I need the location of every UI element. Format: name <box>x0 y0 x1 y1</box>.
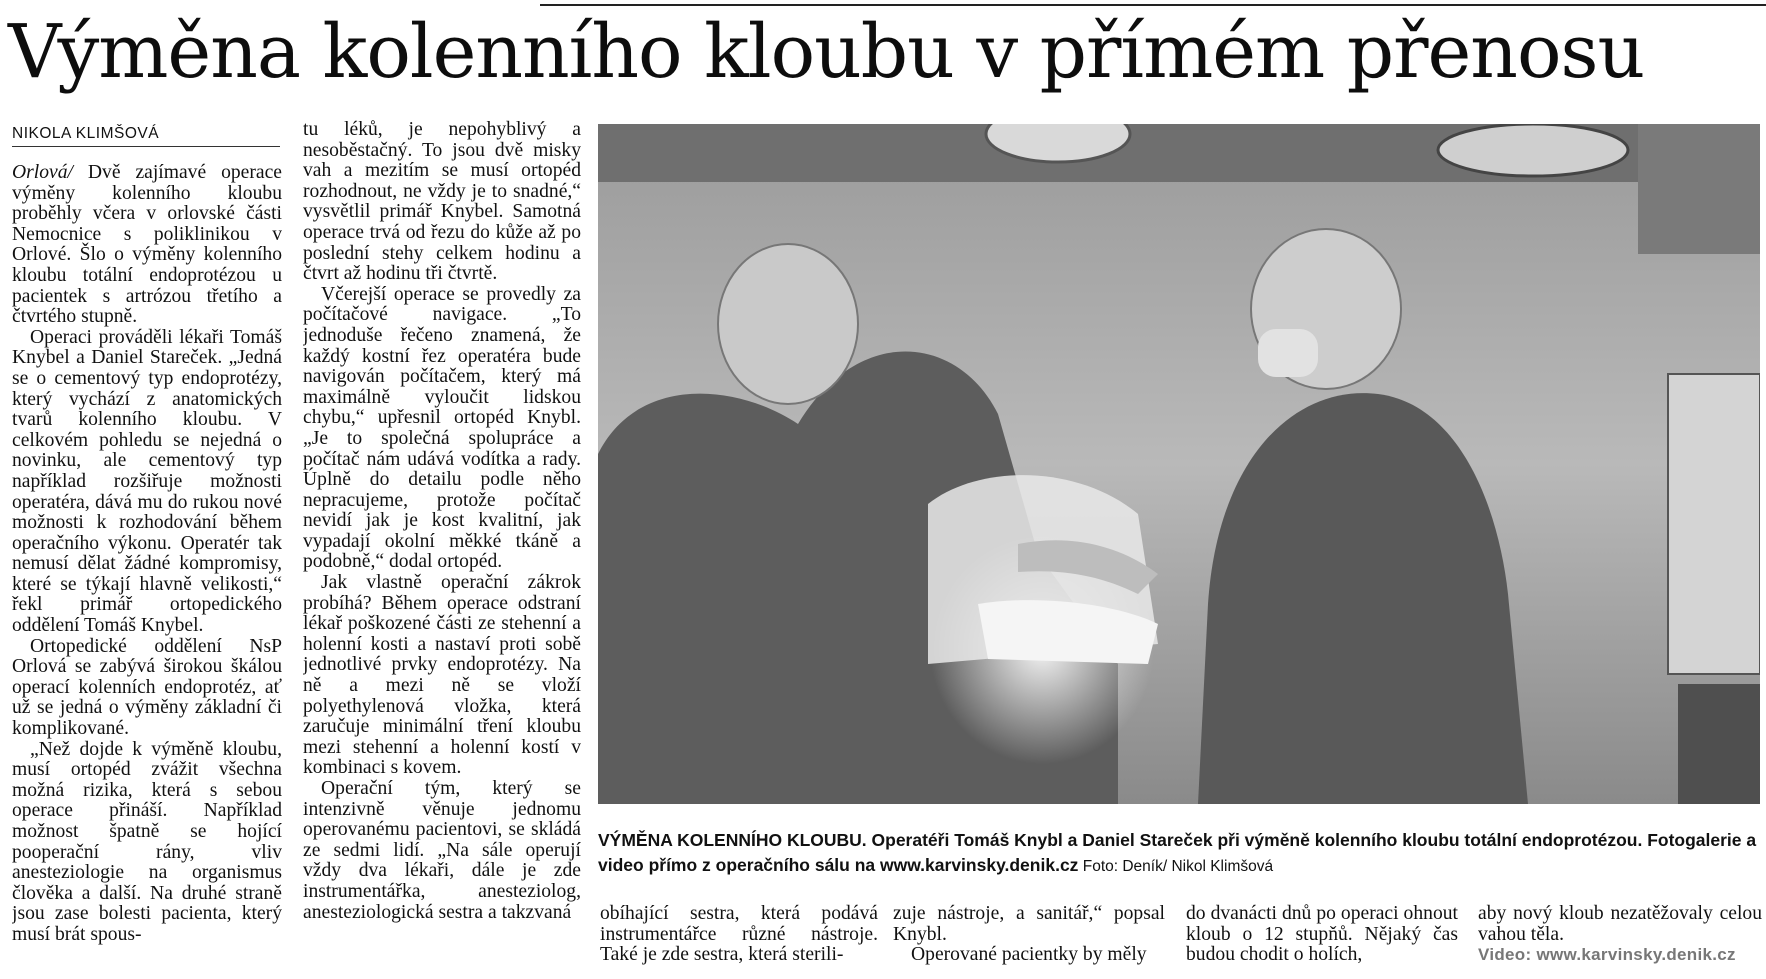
photo-illustration <box>598 124 1760 804</box>
article-column-1 <box>12 163 282 975</box>
article-paragraph: zuje nástroje, a sanitář,“ popsal Knybl. <box>893 904 1165 945</box>
article-paragraph: do dvanácti dnů po operaci ohnout kloub o 12 stupňů. Nějaký čas budou chodit o holích, <box>1186 904 1458 966</box>
photo-credit: Foto: Deník/ Nikol Klimšová <box>1078 858 1274 875</box>
article-column-6 <box>1478 904 1762 976</box>
article-paragraph: Operaci prováděli lékaři Tomáš Knybel a Daniel Stareček. „Jedná se o cementový typ endoprotézy, který vychází z anatomických tvarů kolenního kloubu. V celkovém pohledu se nejedná o novinku, ale cementový typ například rozšiřuje možnosti operatéra, dává mu do rukou nové možnosti k rozhodování během operačního výkonu. Operatér tak nemusí dělat žádné kompromisy, které se týkají hlavně velikosti,“ řekl primář ortopedického oddělení Tomáš Knybel. <box>12 326 282 637</box>
article-paragraph: Orlová/ Dvě zajímavé operace výměny kolenního kloubu proběhly včera v orlovské části Nemocnice s poliklinikou v Orlové. Šlo o výměny kolenního kloubu totální endoprotézou u pacientek s artrózou třetího a čtvrtého stupně. <box>12 163 282 328</box>
video-credit: Video: www.karvinsky.denik.cz <box>1478 945 1736 965</box>
byline: NIKOLA KLIMŠOVÁ <box>12 124 280 147</box>
headline: Výměna kolenního kloubu v přímém přenosu <box>8 9 1645 95</box>
article-paragraph: Ortopedické oddělení NsP Orlová se zabývá širokou škálou operací kolenních endoprotéz, ať už se jedná o výměny základní či komplikované. <box>12 635 282 740</box>
article-column-2 <box>303 120 581 975</box>
dateline: Orlová/ <box>12 163 73 183</box>
article-column-5 <box>1186 904 1458 976</box>
article-paragraph: „Než dojde k výměně kloubu, musí ortopéd zvážit všechna možná rizika, která s sebou operace přináší. Například možnost špatně se hojící pooperační rány, vliv anesteziologie na organismus člověka a další. Na druhé straně jsou zase bolesti pacienta, který musí brát spous- <box>12 738 282 945</box>
article-paragraph: Operované pacientky by měly <box>911 944 1147 966</box>
article-paragraph: Včerejší operace se provedly za počítačové navigace. „To jednoduše řečeno znamená, že každý kostní řez operatéra bude navigován počítačem, který má maximálně vyloučit lidskou chybu,“ upřesnil ortopéd Knybl. „Je to společná spolupráce a počítač nám udává vodítka a rady. Úplně do detailu podle něho nepracujeme, protože počítač nevidí jak je kost kvalitní, jak vypadají okolní měkké tkáně a podobně,“ dodal ortopéd. <box>303 283 581 573</box>
article-column-4 <box>893 904 1165 976</box>
top-rule <box>540 4 1766 6</box>
article-paragraph: tu léků, je nepohyblivý a nesoběstačný. To jsou dvě misky vah a mezitím se musí ortopéd rozhodnout, ne vždy je to snadné,“ vysvětlil primář Knybel. Samotná operace trvá od řezu do kůže až po poslední stehy celkem hodinu a čtvrt až hodinu tři čtvrtě. <box>303 120 581 285</box>
article-paragraph: aby nový kloub nezatěžovaly celou vahou těla. <box>1478 904 1762 945</box>
operating-room-photo <box>598 124 1760 804</box>
article-column-3 <box>600 904 878 976</box>
photo-caption <box>598 828 1760 879</box>
article-paragraph: obíhající sestra, která podává instrumentářce různé nástroje. Také je zde sestra, která sterili- <box>600 904 878 966</box>
caption-text: VÝMĚNA KOLENNÍHO KLOUBU. Operatéři Tomáš Knybl a Daniel Stareček při výměně kolenního kloubu totální endoprotézou. Fotogalerie a video přímo z operačního sálu na www.karvinsky.denik.cz <box>598 830 1757 875</box>
article-paragraph: Operační tým, který se intenzivně věnuje jednomu operovanému pacientovi, se skládá ze sedmi lidí. „Na sále operují vždy dva lékaři, dále je zde instrumentářka, anesteziolog, anesteziologická sestra a takzvaná <box>303 778 581 923</box>
article-paragraph: Jak vlastně operační zákrok probíhá? Během operace odstraní lékař poškozené části ze stehenní a holenní kosti a nastaví proti sobě jednotlivé prvky endoprotézy. Na ně a mezi ně se vloží polyethylenová vložka, která zaručuje minimální tření kloubu mezi stehenní a holenní kostí v kombinaci s kovem. <box>303 572 581 779</box>
